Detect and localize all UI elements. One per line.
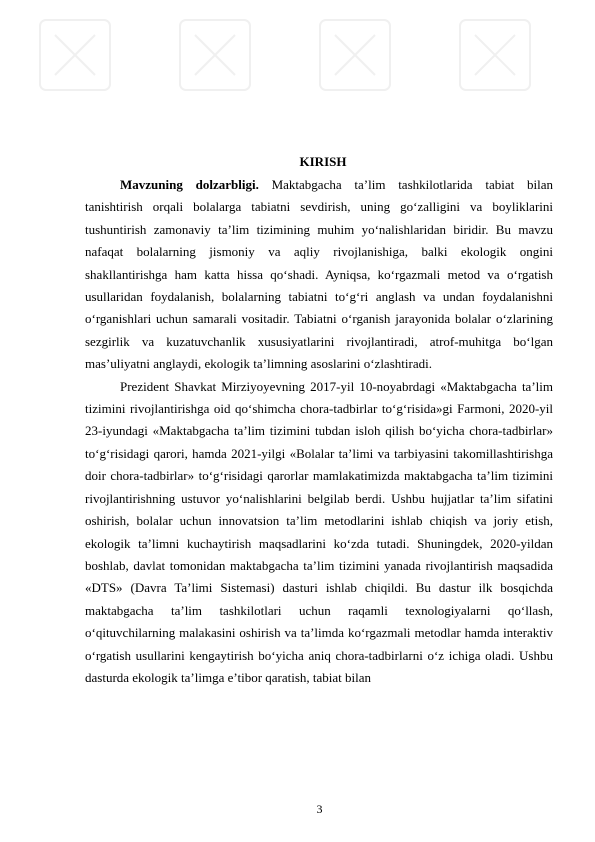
watermark-icon xyxy=(320,20,390,90)
watermark-icon xyxy=(180,20,250,90)
paragraph-text: Prezident Shavkat Mirziyoyevning 2017-yil 10-noyabrdagi «Maktabgacha ta’lim tizimini rivojlantirishga oid qo‘shimcha chora-tadbirlar to‘g‘risida»gi Farmoni, 2020-yil 23-iyundagi «Maktabgacha ta’lim tizimini tubdan isloh qilish bo‘yicha chora-tadbirlar» to‘g‘risidagi qarori, hamda 2021-yilgi «Bolalar ta’limi va tarbiyasini takomillashtirishga doir chora-tadbirlar» to‘g‘risidagi qarorlar mamlakatimizda maktabgacha ta’lim tizimini rivojlantirishning ustuvor yo‘nalishlarini belgilab berdi. Ushbu hujjatlar ta’lim sifatini oshirish, bolalar uchun innovatsion ta’lim metodlarini ishlab chiqish va joriy etish, ekologik ta’limni kuchaytirish maqsadlarini ko‘zda tutadi. Shuningdek, 2020-yildan boshlab, davlat tomonidan maktabgacha ta’lim tizimini yanada rivojlantirish maqsadida «DTS» (Davra Ta’limi Sistemasi) dasturi ishlab chiqildi. Bu dastur ilk bosqichda maktabgacha ta’lim tashkilotlari uchun raqamli texnologiyalarni qo‘llash, o‘qituvchilarning malakasini oshirish va ta’limda ko‘rgazmali metodlar hamda interaktiv o‘rgatish usullarini kengaytirish bo‘yicha aniq chora-tadbirlarni o‘z ichiga oladi. Ushbu dasturda ekologik ta’limga e’tibor qaratish, tabiat bilan xyxy=(85,378,553,685)
paragraph-text: Maktabgacha ta’lim tashkilotlarida tabiat bilan tanishtirish orqali bolalarga tabiatni sevdirish, uning go‘zalligini va boyliklarini tushuntirish zamonaviy ta’lim tizimining muhim yo‘nalishlaridan biridir. Bu mavzu nafaqat bolalarning jismoniy va aqliy rivojlanishiga, balki ekologik ongini shakllantirishga ham katta hissa qo‘shadi. Ayniqsa, ko‘rgazmali metod va o‘rgatish usullaridan foydalanish, bolalarning tabiatni to‘g‘ri anglash va undan foydalanishni o‘rganishlari uchun samarali vositadir. Tabiatni o‘rganish jarayonida bolalar o‘zlarining sezgirlik va kuzatuvchanlik xususiyatlarini rivojlantiradi, atrof-muhitga bo‘lgan mas’uliyatni anglaydi, ekologik ta’limning asoslarini o‘zlashtiradi. xyxy=(85,177,553,372)
page-number: 3 xyxy=(316,802,323,816)
watermark-icon xyxy=(460,20,530,90)
watermark-icon xyxy=(40,20,110,90)
paragraph-relevance xyxy=(85,174,553,376)
section-heading: KIRISH xyxy=(299,154,347,169)
paragraph-lead: Mavzuning dolzarbligi. xyxy=(120,177,259,192)
paragraph-legislation xyxy=(85,376,553,690)
document-page xyxy=(85,150,553,689)
